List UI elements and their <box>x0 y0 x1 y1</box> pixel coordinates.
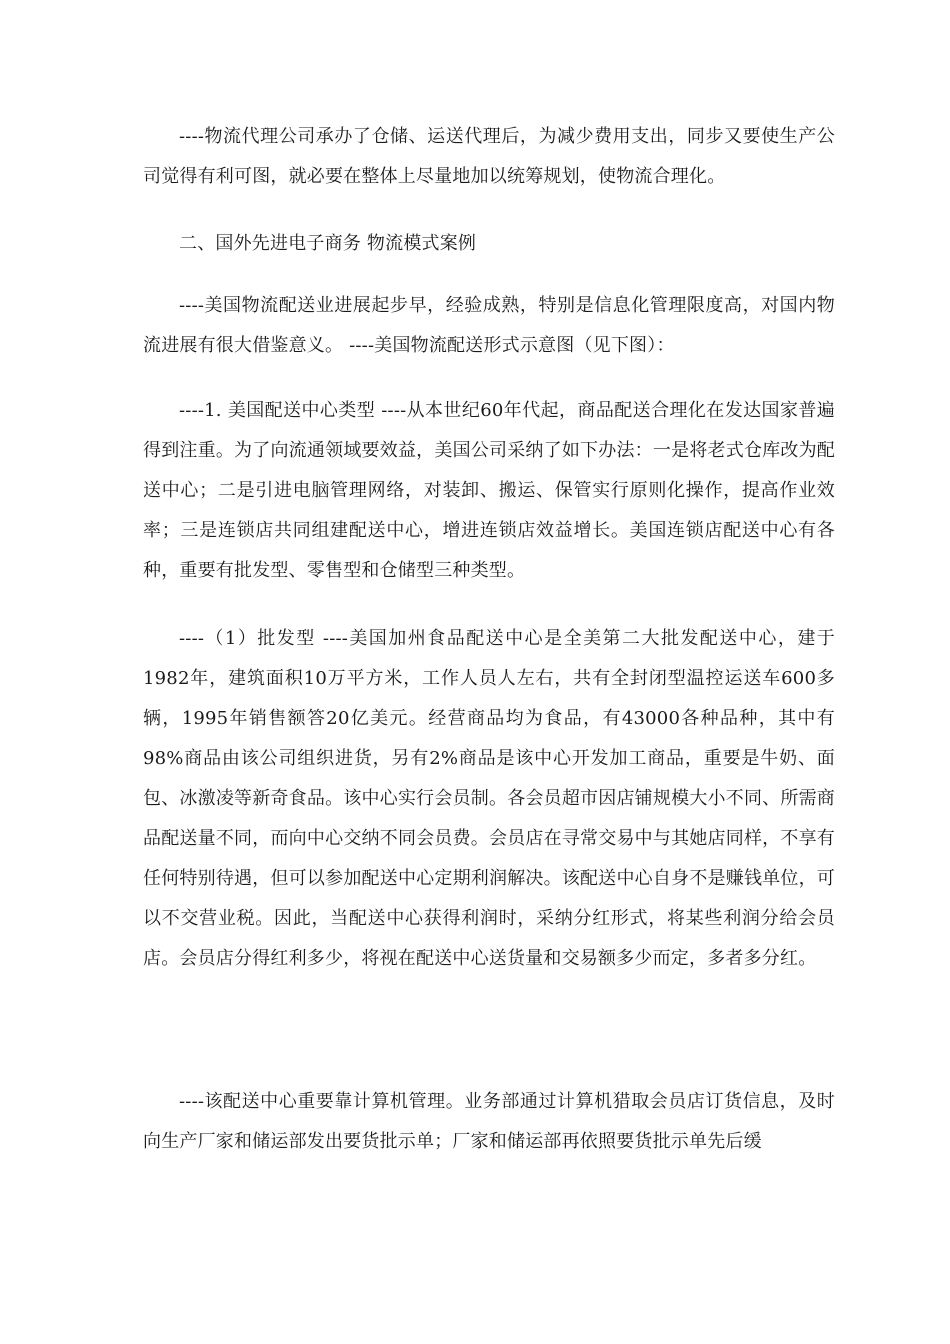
paragraph-distribution-center-types: ----1. 美国配送中心类型 ----从本世纪60年代起，商品配送合理化在发达国家普遍得到注重。为了向流通领域要效益，美国公司采纳了如下办法：一是将老式仓库改为配送中心；二是引进电脑管理网络，对装卸、搬运、保管实行原则化操作，提高作业效率；三是连锁店共同组建配送中心，增进连锁店效益增长。美国连锁店配送中心有各种，重要有批发型、零售型和仓储型三种类型。 <box>143 400 835 581</box>
paragraph-computer-management: ----该配送中心重要靠计算机管理。业务部通过计算机猎取会员店订货信息，及时向生产厂家和储运部发出要货批示单；厂家和储运部再依照要货批示单先后缓 <box>143 1091 835 1152</box>
paragraph-wholesale-type: ----（1）批发型 ----美国加州食品配送中心是全美第二大批发配送中心，建于1982年，建筑面积10万平方米，工作人员人左右，共有全封闭型温控运送车600多辆，1995年销售额答20亿美元。经营商品均为食品，有43000各种品种，其中有98%商品由该公司组织进货，另有2%商品是该中心开发加工商品，重要是牛奶、面包、冰激凌等新奇食品。该中心实行会员制。各会员超市因店铺规模大小不同、所需商品配送量不同，而向中心交纳不同会员费。会员店在寻常交易中与其她店同样，不享有任何特别待遇，但可以参加配送中心定期利润解决。该配送中心自身不是赚钱单位，可以不交营业税。因此，当配送中心获得利润时，采纳分红形式，将某些利润分给会员店。会员店分得红利多少，将视在配送中心送货量和交易额多少而定，多者多分红。 <box>143 628 835 969</box>
paragraph-logistics-agent: ----物流代理公司承办了仓储、运送代理后，为减少费用支出，同步又要使生产公司觉得有利可图，就必要在整体上尽量地加以统筹规划，使物流合理化。 <box>143 126 835 187</box>
section-heading-foreign-cases: 二、国外先进电子商务 物流模式案例 <box>179 233 477 254</box>
paragraph-us-logistics-intro: ----美国物流配送业进展起步早，经验成熟，特别是信息化管理限度高，对国内物流进展有很大借鉴意义。 ----美国物流配送形式示意图（见下图）： <box>143 295 835 356</box>
